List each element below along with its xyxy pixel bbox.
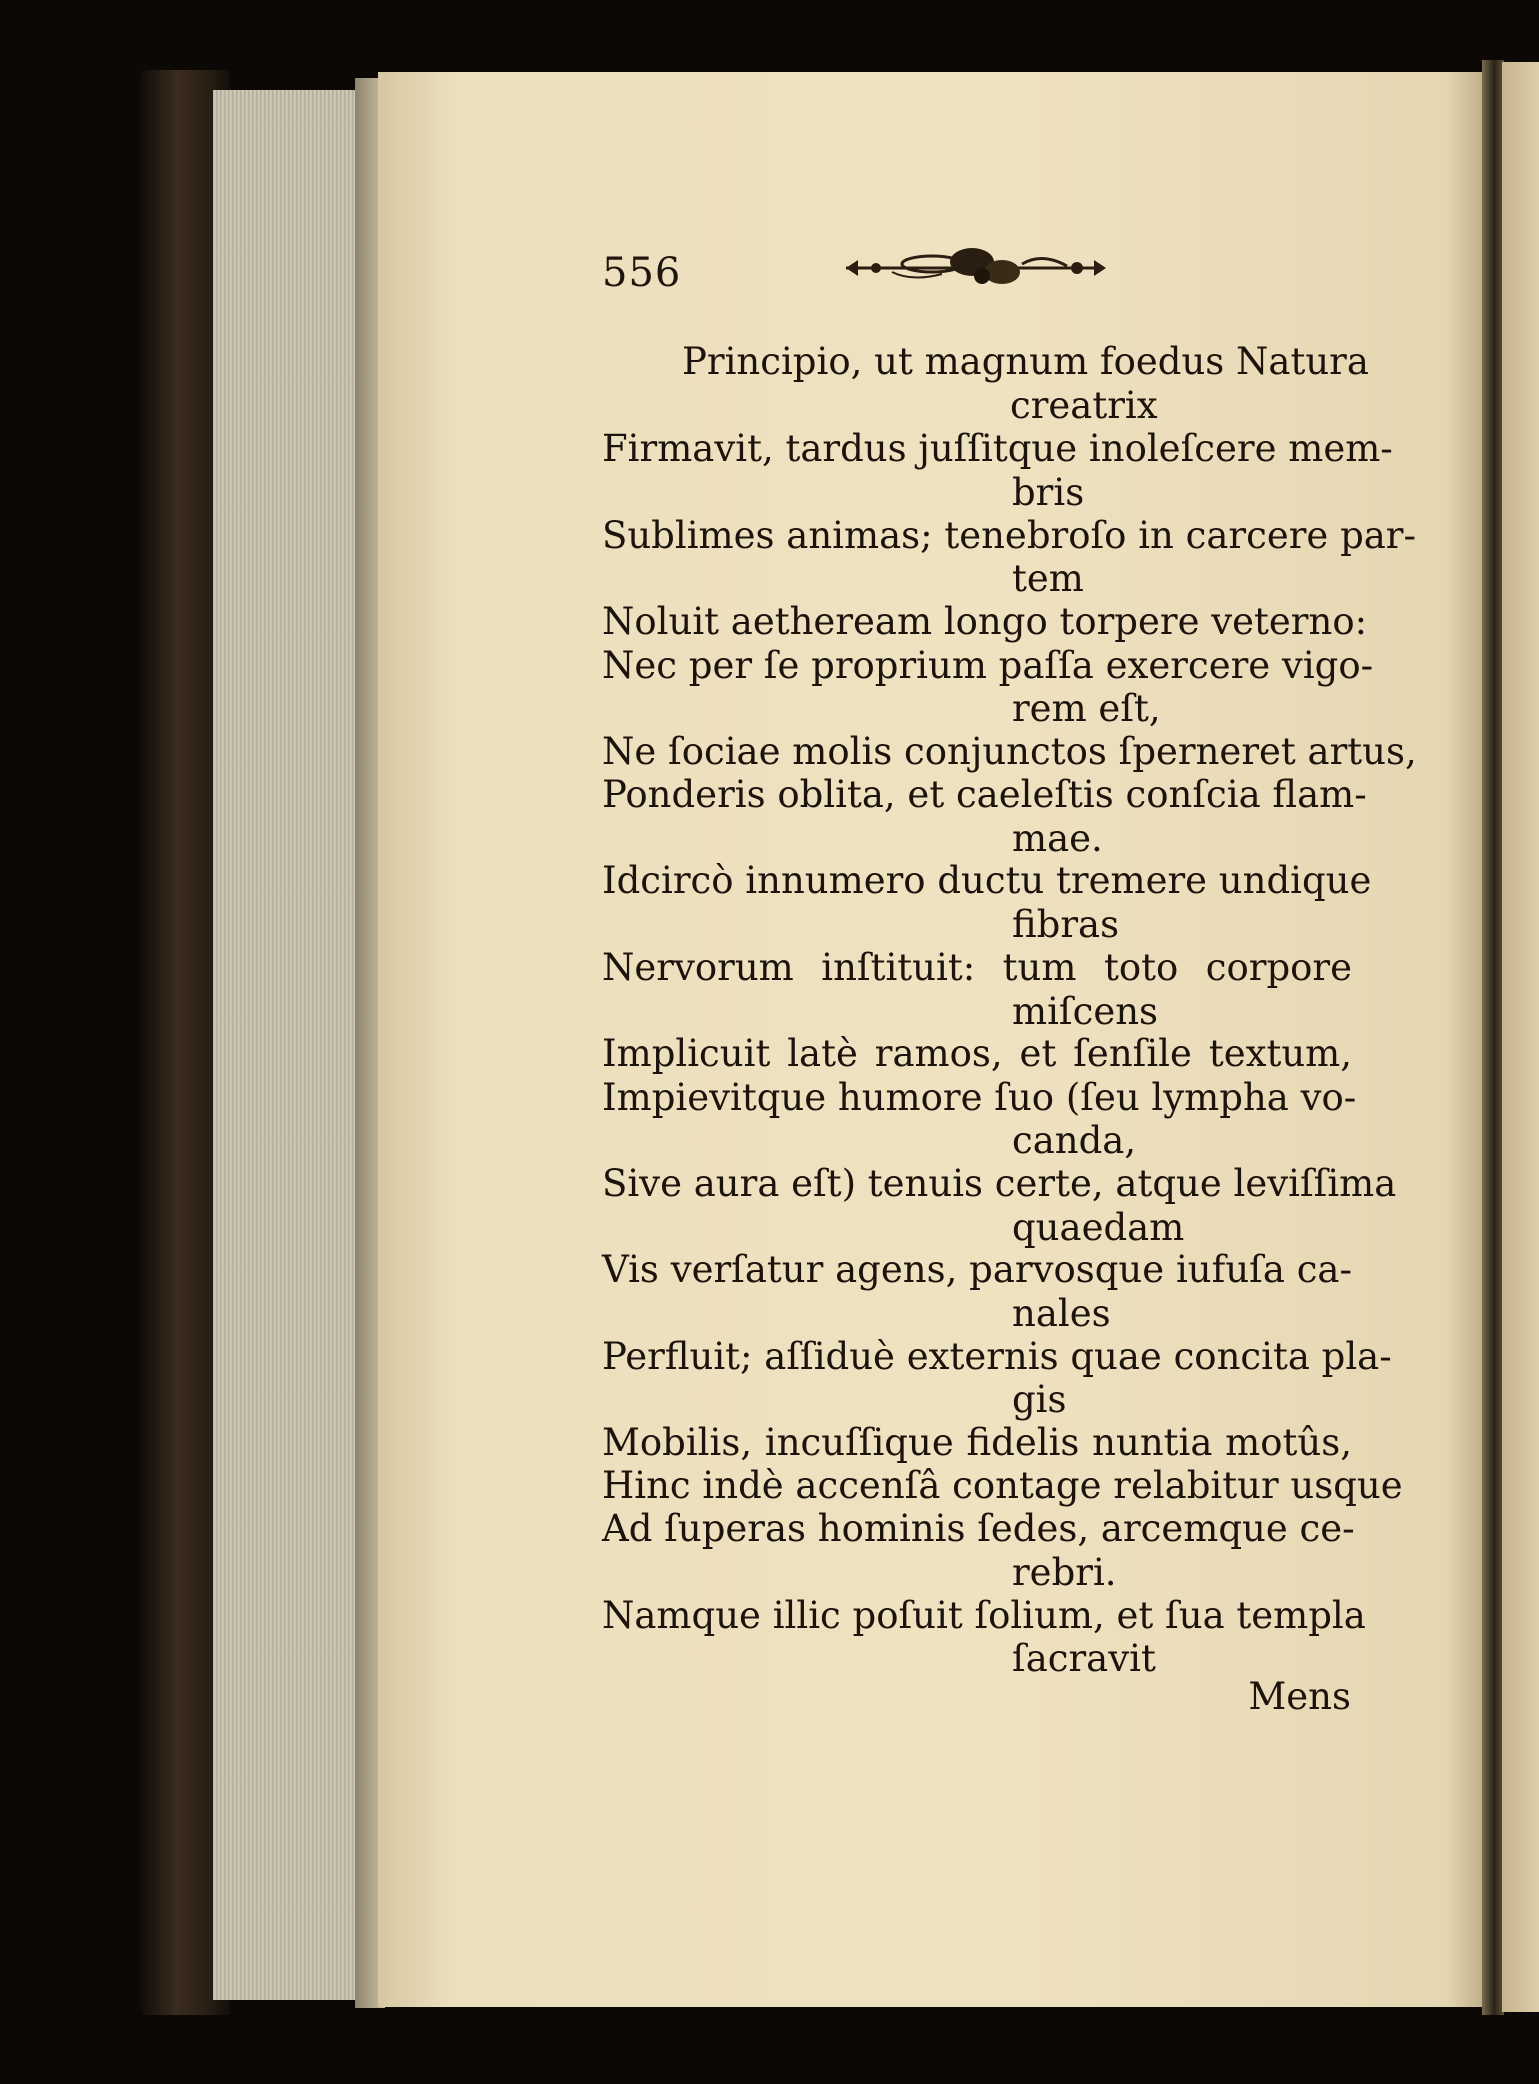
verse-line: Idcircò innumero ductu tremere undique — [602, 859, 1372, 902]
verse-line: Namque illic poſuit ſolium, et ſua templa — [602, 1594, 1366, 1637]
verse-line: Sublimes animas; tenebroſo in carcere par- — [602, 514, 1416, 557]
verse-line: creatrix — [1010, 384, 1158, 427]
verse-line: Hinc indè accenſâ contage relabitur usque — [602, 1464, 1403, 1507]
verse-line: Impievitque humore ſuo (ſeu lympha vo- — [602, 1076, 1357, 1119]
book-gutter — [1482, 60, 1504, 2015]
verse-line: Implicuit latè ramos, et ſenſile textum, — [602, 1032, 1352, 1075]
catchword: Mens — [1248, 1675, 1351, 1718]
verse-line: nales — [1012, 1292, 1111, 1335]
page-number: 556 — [602, 250, 682, 296]
verse-line: rem eſt, — [1012, 687, 1161, 730]
verse-line: tem — [1012, 557, 1084, 600]
verse-line: Noluit aetheream longo torpere veterno: — [602, 600, 1368, 643]
verse-line: Ponderis oblita, et caeleſtis conſcia flam- — [602, 773, 1367, 816]
verse-line: bris — [1012, 471, 1085, 514]
verse-line: Perfluit; aſſiduè externis quae concita pla- — [602, 1335, 1392, 1378]
verse-line: Ad ſuperas hominis ſedes, arcemque ce- — [602, 1507, 1355, 1550]
verse-line: Nervorum inſtituit: tum toto corpore — [602, 946, 1352, 989]
verse-line: Mobilis, incuſſique fidelis nuntia motûs, — [602, 1421, 1352, 1464]
verse-line: Sive aura eſt) tenuis certe, atque leviſſima — [602, 1162, 1397, 1205]
verse-line: Nec per ſe proprium paſſa exercere vigo- — [602, 644, 1374, 687]
verse-line: miſcens — [1012, 990, 1159, 1033]
verse-line: Firmavit, tardus juſſitque inoleſcere mem- — [602, 427, 1393, 470]
verse-line: rebri. — [1012, 1551, 1117, 1594]
verse-line: Vis verſatur agens, parvosque iufuſa ca- — [602, 1248, 1352, 1291]
verse-line: Principio, ut magnum foedus Natura — [682, 340, 1369, 383]
facing-page-edge — [1502, 62, 1539, 2012]
verse-line: quaedam — [1012, 1206, 1185, 1249]
verse-line: mae. — [1012, 817, 1103, 860]
verse-line: gis — [1012, 1378, 1067, 1421]
verse-line: fibras — [1012, 903, 1120, 946]
verse-line: canda, — [1012, 1119, 1137, 1162]
page-edges — [213, 90, 368, 2000]
verse-line: ſacravit — [1012, 1637, 1156, 1680]
verse-line: Ne ſociae molis conjunctos ſperneret artus, — [602, 730, 1417, 773]
headpiece-ornament-icon — [842, 242, 1110, 294]
